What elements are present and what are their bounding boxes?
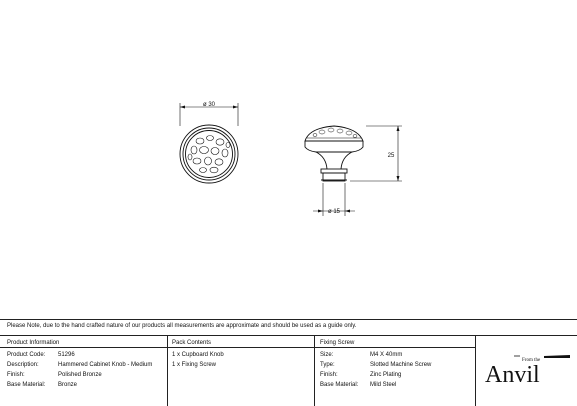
screw-base-material-value: Mild Steel	[370, 382, 397, 388]
column-divider-1	[167, 336, 168, 406]
finish-label: Finish:	[7, 372, 25, 378]
description-label: Description:	[7, 362, 39, 368]
dimension-height: 25	[387, 153, 395, 159]
screw-base-material-label: Base Material:	[320, 382, 359, 388]
divider-header	[0, 347, 475, 348]
anvil-logo	[484, 352, 572, 386]
screw-size-label: Size:	[320, 352, 334, 358]
column-divider-3	[475, 336, 476, 406]
dimension-diameter-top: ø 30	[202, 102, 216, 108]
pack-item: 1 x Fixing Screw	[172, 362, 217, 368]
product-code-value: 51296	[58, 352, 75, 358]
screw-type-label: Type:	[320, 362, 335, 368]
disclaimer-note: Please Note, due to the hand crafted nature of our products all measurements are approximate and should be used as a guide only.	[7, 323, 357, 329]
knob-top-view	[180, 103, 238, 183]
screw-type-value: Slotted Machine Screw	[370, 362, 432, 368]
divider-note	[0, 335, 577, 336]
fixing-screw-title: Fixing Screw	[320, 340, 355, 346]
divider-top	[0, 319, 577, 320]
pack-contents-title: Pack Contents	[172, 340, 212, 346]
screw-finish-value: Zinc Plating	[370, 372, 402, 378]
description-value: Hammered Cabinet Knob - Medium	[58, 362, 153, 368]
base-material-value: Bronze	[58, 382, 78, 388]
dimension-diameter-base: ø 15	[327, 209, 341, 215]
product-information-title: Product Information	[7, 340, 60, 346]
logo-top-text: From the	[522, 358, 541, 363]
pack-item: 1 x Cupboard Knob	[172, 352, 224, 358]
base-material-label: Base Material:	[7, 382, 46, 388]
column-divider-2	[314, 336, 315, 406]
logo-main-text: Anvil	[485, 362, 540, 386]
product-code-label: Product Code:	[7, 352, 46, 358]
screw-finish-label: Finish:	[320, 372, 338, 378]
screw-size-value: M4 X 40mm	[370, 352, 403, 358]
knob-side-view	[305, 126, 402, 216]
finish-value: Polished Bronze	[58, 372, 102, 378]
